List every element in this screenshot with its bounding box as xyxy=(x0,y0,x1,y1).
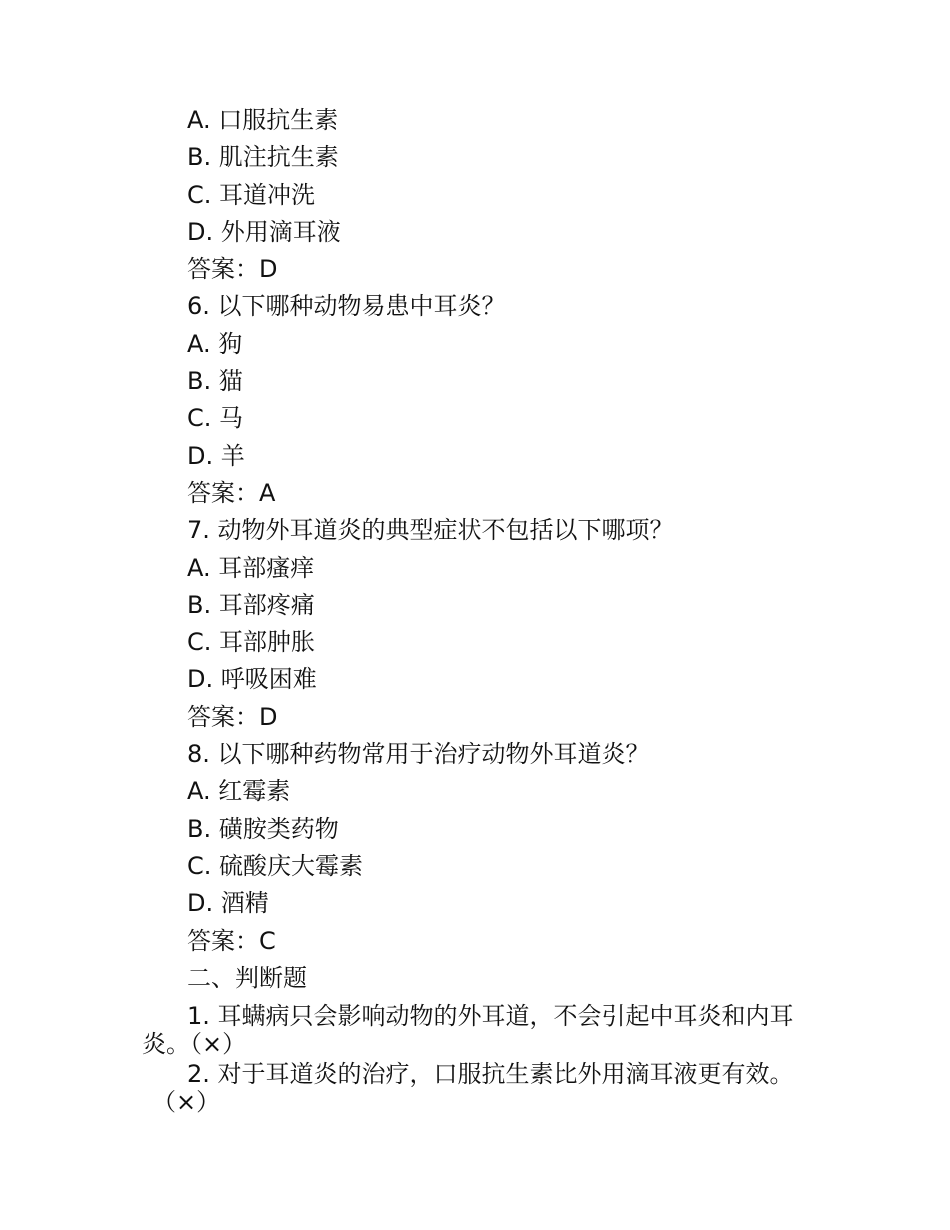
answer-5: 答案：D xyxy=(187,255,278,284)
section-heading-true-false: 二、判断题 xyxy=(187,963,307,992)
option-8c: C. 硫酸庆大霉素 xyxy=(187,851,364,880)
option-8d: D. 酒精 xyxy=(187,889,269,918)
option-6b: B. 猫 xyxy=(187,367,243,396)
answer-7: 答案：D xyxy=(187,702,278,731)
option-8b: B. 磺胺类药物 xyxy=(187,814,339,843)
option-5c: C. 耳道冲洗 xyxy=(187,180,316,209)
true-false-item-2-line1: 2. 对于耳道炎的治疗，口服抗生素比外用滴耳液更有效。 xyxy=(187,1060,794,1088)
option-5b: B. 肌注抗生素 xyxy=(187,143,339,172)
true-false-item-1-line1: 1. 耳螨病只会影响动物的外耳道，不会引起中耳炎和内耳 xyxy=(187,1002,794,1030)
question-8: 8. 以下哪种药物常用于治疗动物外耳道炎？ xyxy=(187,740,650,769)
option-5d: D. 外用滴耳液 xyxy=(187,217,341,246)
question-6: 6. 以下哪种动物易患中耳炎？ xyxy=(187,292,506,321)
option-6d: D. 羊 xyxy=(187,441,245,470)
option-7a: A. 耳部瘙痒 xyxy=(187,553,315,582)
true-false-item-2-line2: （×） xyxy=(152,1088,221,1116)
question-7: 7. 动物外耳道炎的典型症状不包括以下哪项？ xyxy=(187,516,674,545)
answer-8: 答案：C xyxy=(187,926,276,955)
answer-6: 答案：A xyxy=(187,478,276,507)
true-false-item-2 xyxy=(152,1059,832,1115)
option-6a: A. 狗 xyxy=(187,329,243,358)
true-false-item-1-line2: 炎。（×） xyxy=(142,1030,247,1058)
option-5a: A. 口服抗生素 xyxy=(187,106,339,134)
question-list xyxy=(187,102,827,997)
option-8a: A. 红霉素 xyxy=(187,777,291,806)
option-6c: C. 马 xyxy=(187,404,244,433)
true-false-item-1 xyxy=(142,1001,822,1057)
option-7b: B. 耳部疼痛 xyxy=(187,590,315,619)
option-7c: C. 耳部肿胀 xyxy=(187,628,316,657)
option-7d: D. 呼吸困难 xyxy=(187,665,317,694)
